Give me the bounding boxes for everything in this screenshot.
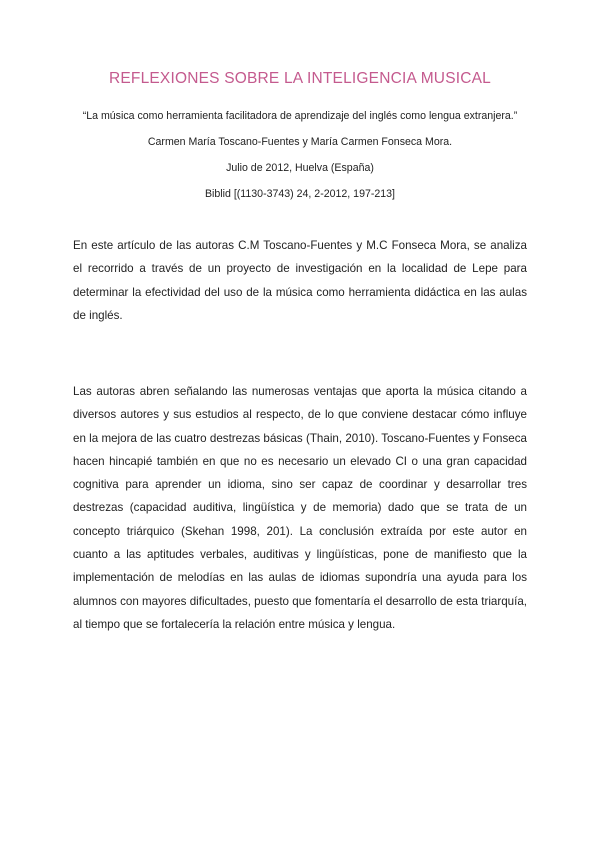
body-paragraph-2: Las autoras abren señalando las numerosas ventajas que aporta la música citando a diversos autores y sus estudios al respecto, de lo que conviene destacar cómo influye en la mejora de las cuatro destrezas básicas (Thain, 2010). Toscano-Fuentes y Fonseca hacen hincapié también en que no es necesario un elevado CI o una gran capacidad cognitiva para aprender un idioma, sino ser capaz de coordinar y desarrollar tres destrezas (capacidad auditiva, lingüística y de memoria) dado que se trata de un concepto triárquico (Skehan 1998, 201). La conclusión extraída por este autor en cuanto a las aptitudes verbales, auditivas y lingüísticas, pone de manifiesto que la implementación de melodías en las aulas de idiomas supondría una ayuda para los alumnos con mayores dificultades, puesto que fomentaría el desarrollo de esta triarquía, al tiempo que se fortalecería la relación entre música y lengua. [73, 385, 527, 631]
document-authors: Carmen María Toscano-Fuentes y María Carmen Fonseca Mora. [147, 136, 453, 148]
document-bibliographic-reference: Biblid [(1130-3743) 24, 2-2012, 197-213] [204, 188, 396, 200]
body-paragraph-1: En este artículo de las autoras C.M Toscano-Fuentes y M.C Fonseca Mora, se analiza el recorrido a través de un proyecto de investigación en la localidad de Lepe para determinar la efectividad del uso de la música como herramienta didáctica en las aulas de inglés. [73, 239, 527, 322]
document-date: Julio de 2012, Huelva (España) [226, 162, 374, 174]
document-subtitle: “La música como herramienta facilitadora de aprendizaje del inglés como lengua extranjera.” [82, 110, 518, 122]
document-title: REFLEXIONES SOBRE LA INTELIGENCIA MUSICAL [108, 70, 492, 87]
